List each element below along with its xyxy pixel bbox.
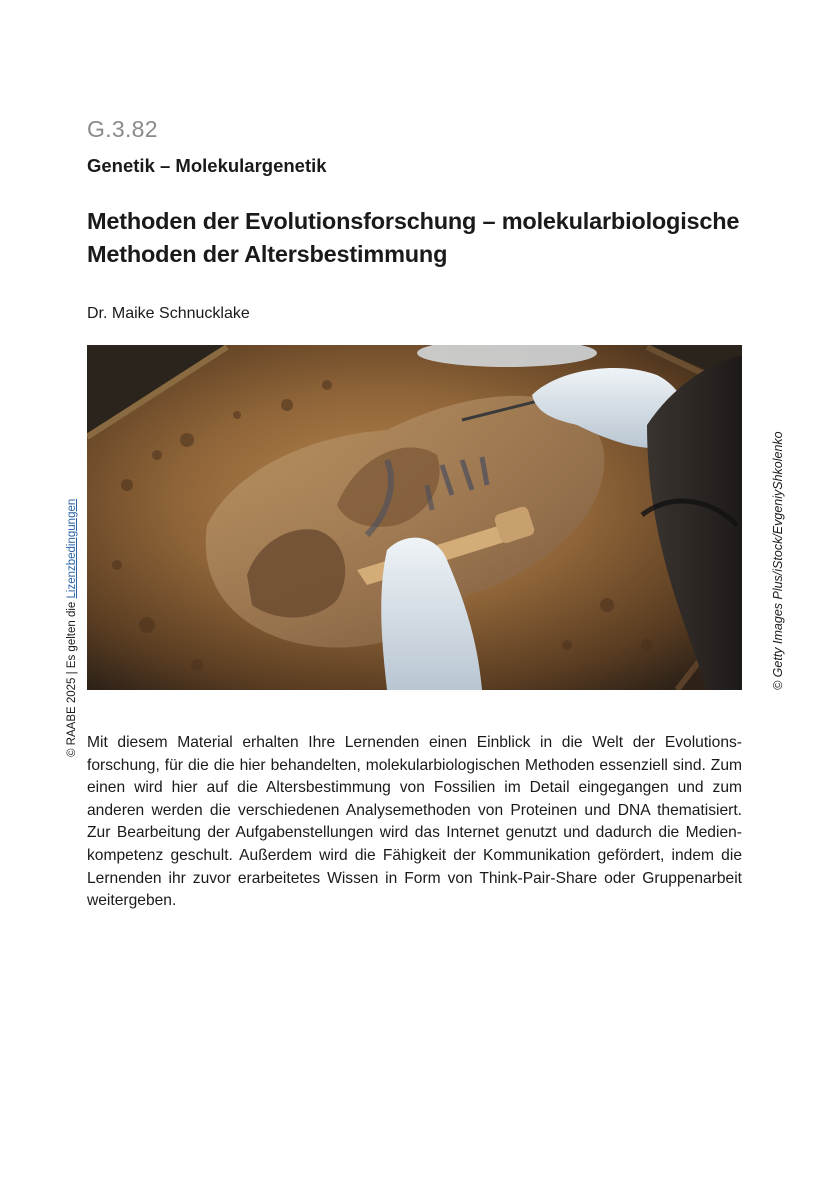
title-line-2: Methoden der Altersbestimmung	[87, 241, 448, 267]
author-name: Dr. Maike Schnucklake	[87, 305, 250, 322]
license-terms-link[interactable]: Lizenzbedingungen	[66, 498, 78, 599]
photo-credit: © Getty Images Plus/iStock/EvgeniyShkolenko	[771, 431, 785, 690]
subject-heading: Genetik – Molekulargenetik	[87, 155, 327, 176]
fossil-excavation-photo	[87, 345, 742, 690]
page-title	[87, 205, 767, 271]
title-line-1: Methoden der Evolutionsforschung – molekularbiologische	[87, 208, 740, 234]
intro-paragraph: Mit diesem Material erhalten Ihre Lernenden einen Einblick in die Welt der Evolutionsforschung, für die die hier behandelten, molekularbiologischen Methoden essenziell sind. Zum einen wird hier auf die Altersbestimmung von Fossilien im Detail eingegangen und zum anderen werden die verschiedenen Analysemethoden von Proteinen und DNA thematisiert. Zur Bearbeitung der Aufgabenstellungen wird das Internet genutzt und dadurch die Medienkompetenz geschult. Außerdem wird die Fähigkeit der Kommunikation gefördert, indem die Lernenden ihr zuvor erarbeitetes Wissen in Form von Think-Pair-Share oder Gruppenarbeit weitergeben.	[87, 734, 742, 910]
license-note-prefix: © RAABE 2025 | Es gelten die	[66, 598, 78, 757]
material-code: G.3.82	[87, 116, 158, 142]
license-note	[66, 499, 78, 757]
